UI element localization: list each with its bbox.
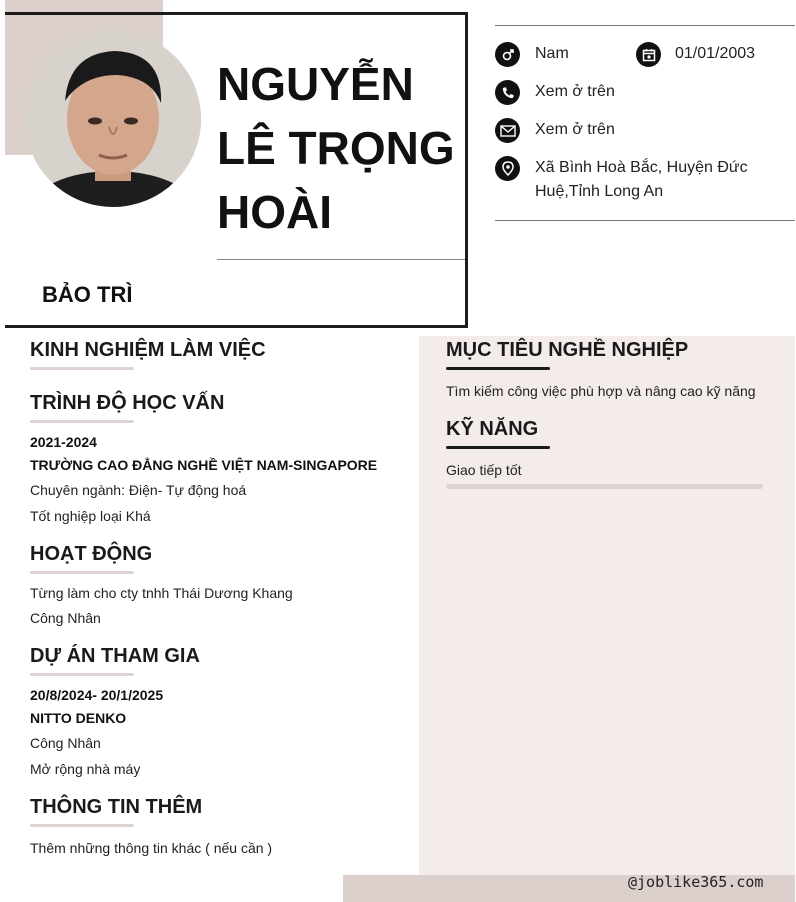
section-title-skills: KỸ NĂNG — [446, 418, 539, 440]
section-underline — [30, 824, 134, 827]
location-icon — [495, 156, 520, 181]
project-period: 20/8/2024- 20/1/2025 — [30, 687, 164, 703]
section-underline — [30, 571, 134, 574]
skill-name: Giao tiếp tốt — [446, 462, 522, 478]
project-description: Mở rộng nhà máy — [30, 761, 141, 777]
education-period: 2021-2024 — [30, 434, 97, 450]
section-title-activities: HOẠT ĐỘNG — [30, 543, 153, 565]
project-name: NITTO DENKO — [30, 710, 127, 726]
name-line: LÊ TRỌNG — [217, 122, 455, 174]
section-underline — [446, 446, 550, 449]
section-underline — [30, 673, 134, 676]
section-title-education: TRÌNH ĐỘ HỌC VẤN — [30, 392, 225, 414]
objective-text: Tìm kiếm công việc phù hợp và nâng cao kỹ năng — [446, 383, 756, 399]
birthdate-text: 01/01/2003 — [675, 45, 756, 62]
phone-icon — [495, 80, 520, 105]
section-title-projects: DỰ ÁN THAM GIA — [30, 645, 200, 667]
contact-divider-top — [495, 25, 795, 26]
gender-text: Nam — [535, 45, 569, 62]
education-school: TRƯỜNG CAO ĐẲNG NGHỀ VIỆT NAM-SINGAPORE — [30, 457, 378, 473]
section-underline — [30, 367, 134, 370]
email-icon — [495, 118, 520, 143]
activity-line: Từng làm cho cty tnhh Thái Dương Khang — [30, 585, 293, 601]
skill-level-bar — [446, 484, 763, 489]
full-name — [217, 52, 457, 244]
avatar-photo — [25, 31, 201, 207]
education-grade: Tốt nghiệp loại Khá — [30, 508, 151, 524]
name-line: HOÀI — [217, 186, 332, 238]
name-divider — [217, 259, 465, 260]
section-title-objective: MỤC TIÊU NGHỀ NGHIỆP — [446, 339, 689, 361]
gender-icon — [495, 42, 520, 67]
activity-line: Công Nhân — [30, 610, 101, 626]
contact-divider-bottom — [495, 220, 795, 221]
job-title: BẢO TRÌ — [42, 282, 133, 307]
section-underline — [446, 367, 550, 370]
calendar-icon — [636, 42, 661, 67]
watermark: @joblike365.com — [628, 873, 764, 891]
section-title-additional: THÔNG TIN THÊM — [30, 796, 203, 818]
name-line: NGUYỄN — [217, 58, 414, 110]
project-role: Công Nhân — [30, 735, 101, 751]
phone-text: Xem ở trên — [535, 83, 615, 100]
education-major: Chuyên ngành: Điện- Tự động hoá — [30, 482, 247, 498]
section-title-work-experience: KINH NGHIỆM LÀM VIỆC — [30, 339, 266, 361]
avatar — [25, 31, 201, 207]
email-text: Xem ở trên — [535, 121, 615, 138]
section-underline — [30, 420, 134, 423]
address-text: Xã Bình Hoà Bắc, Huyện Đức Huệ,Tỉnh Long An — [535, 159, 748, 200]
additional-text: Thêm những thông tin khác ( nếu cần ) — [30, 840, 273, 856]
